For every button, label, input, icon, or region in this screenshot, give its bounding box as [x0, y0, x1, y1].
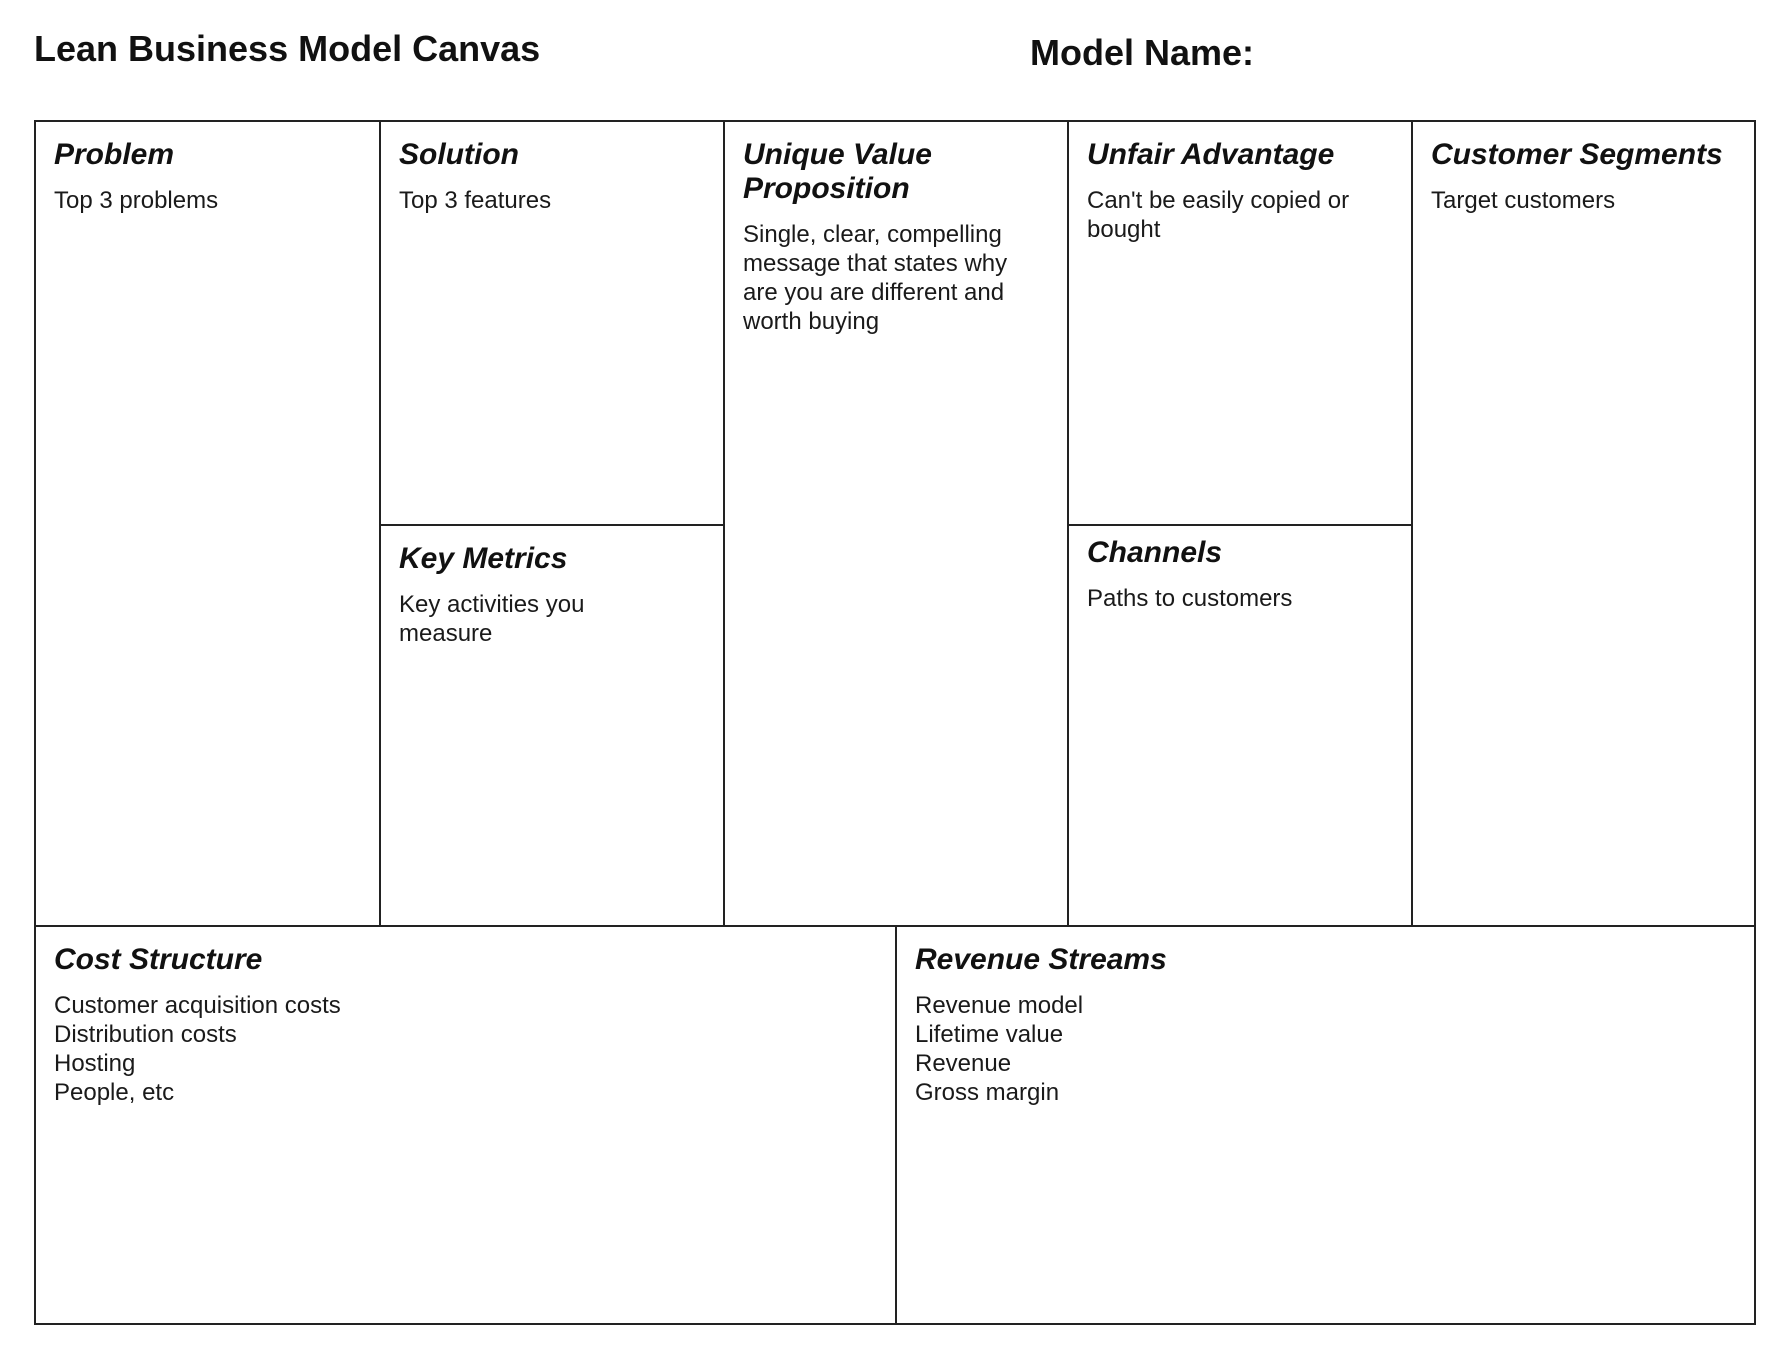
list-item: Revenue [915, 1050, 1012, 1077]
unique-value-proposition-section[interactable] [725, 122, 1067, 925]
revenue-streams-list [915, 991, 1736, 1107]
problem-description: Top 3 problems [54, 187, 219, 214]
list-item: Customer acquisition costs [54, 992, 341, 1019]
customer-segments-section[interactable] [1413, 122, 1754, 925]
revenue-streams-section[interactable] [897, 927, 1754, 1323]
key-metrics-description: Key activities you measure [399, 591, 585, 647]
list-item: Revenue model [915, 992, 1084, 1019]
problem-section[interactable] [36, 122, 379, 925]
list-item: Gross margin [915, 1079, 1060, 1106]
customer-segments-description: Target customers [1431, 187, 1616, 214]
list-item: Distribution costs [54, 1021, 237, 1048]
cost-structure-list [54, 991, 877, 1107]
lean-canvas-grid [34, 120, 1756, 1325]
list-item: People, etc [54, 1079, 175, 1106]
list-item: Hosting [54, 1050, 136, 1077]
list-item: Lifetime value [915, 1021, 1064, 1048]
model-name-label: Model Name: [1030, 32, 1255, 73]
unfair-advantage-heading: Unfair Advantage [1087, 138, 1335, 171]
cost-structure-heading: Cost Structure [54, 943, 263, 976]
unfair-advantage-description: Can't be easily copied or bought [1087, 187, 1350, 243]
page-title: Lean Business Model Canvas [34, 28, 541, 69]
customer-segments-heading: Customer Segments [1431, 138, 1723, 171]
unfair-advantage-section[interactable] [1069, 122, 1411, 524]
solution-description: Top 3 features [399, 187, 552, 214]
solution-heading: Solution [399, 138, 519, 171]
channels-section[interactable] [1069, 526, 1411, 925]
revenue-streams-heading: Revenue Streams [915, 943, 1167, 976]
channels-heading: Channels [1087, 536, 1223, 569]
problem-heading: Problem [54, 138, 175, 171]
channels-description: Paths to customers [1087, 585, 1293, 612]
key-metrics-section[interactable] [381, 526, 723, 925]
solution-section[interactable] [381, 122, 723, 524]
key-metrics-heading: Key Metrics [399, 542, 568, 575]
uvp-heading: Unique Value Proposition [743, 138, 932, 205]
uvp-description: Single, clear, compelling message that states why are you are different and worth buying [743, 221, 1008, 335]
cost-structure-section[interactable] [36, 927, 895, 1323]
